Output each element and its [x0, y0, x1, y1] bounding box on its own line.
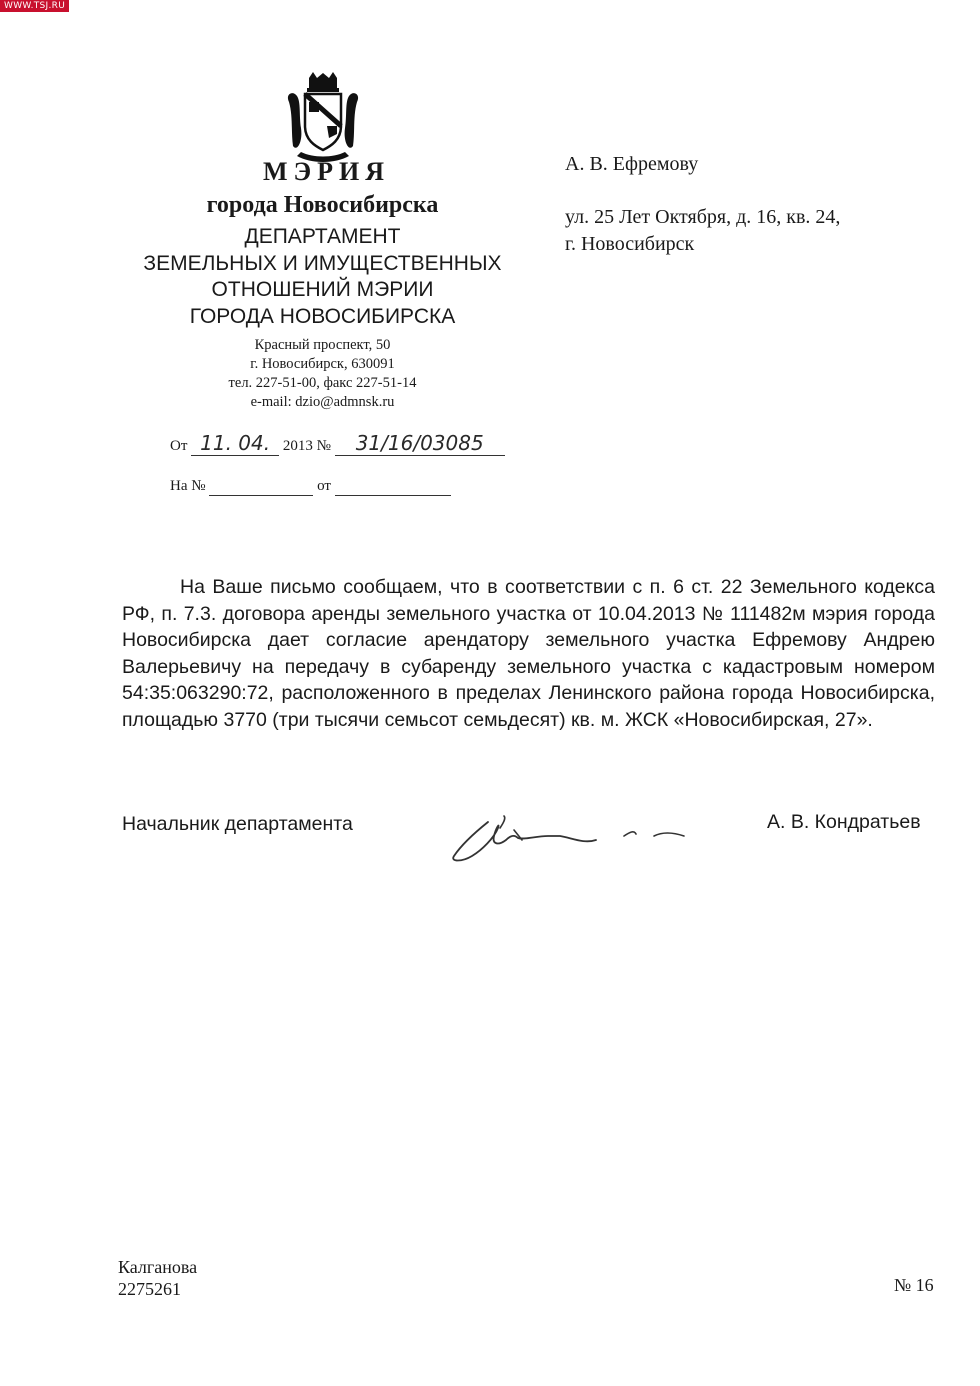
coat-of-arms-icon [283, 72, 363, 168]
contacts [120, 336, 525, 412]
number-field [335, 431, 505, 456]
executor [118, 1256, 197, 1300]
signature-scribble [448, 800, 698, 872]
executor-name: Калганова [118, 1257, 198, 1277]
handwritten-number: 31/16/03085 [355, 431, 484, 455]
letterhead [120, 155, 525, 412]
reply-label: На № [170, 478, 206, 494]
contact-email: e-mail: dzio@admnsk.ru [250, 394, 395, 410]
reply-number-field [209, 478, 313, 496]
org-city: города Новосибирска [206, 192, 439, 218]
department-line: ДЕПАРТАМЕНТ [244, 225, 401, 248]
watermark: WWW.TSJ.RU [0, 0, 69, 12]
handwritten-date: 11. 04. [200, 431, 271, 455]
executor-phone: 2275261 [118, 1279, 181, 1299]
letter-body: На Ваше письмо сообщаем, что в соответствии с п. 6 ст. 22 Земельного кодекса РФ, п. 7.3. договора аренды земельного участка от 10.04.2013 № 111482м мэрия города Новосибирска дает согласие арендатору земельного участка Ефремову Андрею Валерьевичу на передачу в субаренду земельного участка с кадастровым номером 54:35:063290:72, расположенного в пределах Ленинского района города Новосибирска, площадью 3770 (три тысячи семьсот семьдесят) кв. м. ЖСК «Новосибирская, 27». [122, 576, 935, 731]
contact-address: Красный проспект, 50 [254, 337, 391, 353]
signatory-title: Начальник департамента [122, 813, 353, 835]
department-line: ОТНОШЕНИЙ МЭРИИ [211, 278, 434, 301]
reply-date-field [335, 478, 451, 496]
recipient-name: А. В. Ефремову [565, 153, 699, 175]
recipient-address-line: г. Новосибирск [565, 233, 695, 255]
from-label: От [170, 438, 188, 454]
signatory-name: А. В. Кондратьев [767, 811, 921, 833]
reply-from-label: от [317, 478, 331, 494]
recipient-address-line: ул. 25 Лет Октября, д. 16, кв. 24, [565, 206, 841, 228]
year: 2013 [282, 438, 313, 454]
date-field [191, 431, 279, 456]
outgoing-reference [170, 431, 505, 456]
org-title: МЭРИЯ [262, 157, 391, 186]
department-name [120, 224, 525, 330]
contact-city: г. Новосибирск, 630091 [250, 356, 395, 372]
contact-phone: тел. 227-51-00, факс 227-51-14 [228, 375, 417, 391]
document-number: № 16 [894, 1275, 934, 1295]
department-line: ГОРОДА НОВОСИБИРСКА [189, 304, 456, 328]
recipient-block [565, 150, 840, 258]
number-label: № [316, 438, 331, 454]
department-line: ЗЕМЕЛЬНЫХ И ИМУЩЕСТВЕННЫХ [143, 251, 502, 275]
incoming-reference [170, 478, 451, 496]
